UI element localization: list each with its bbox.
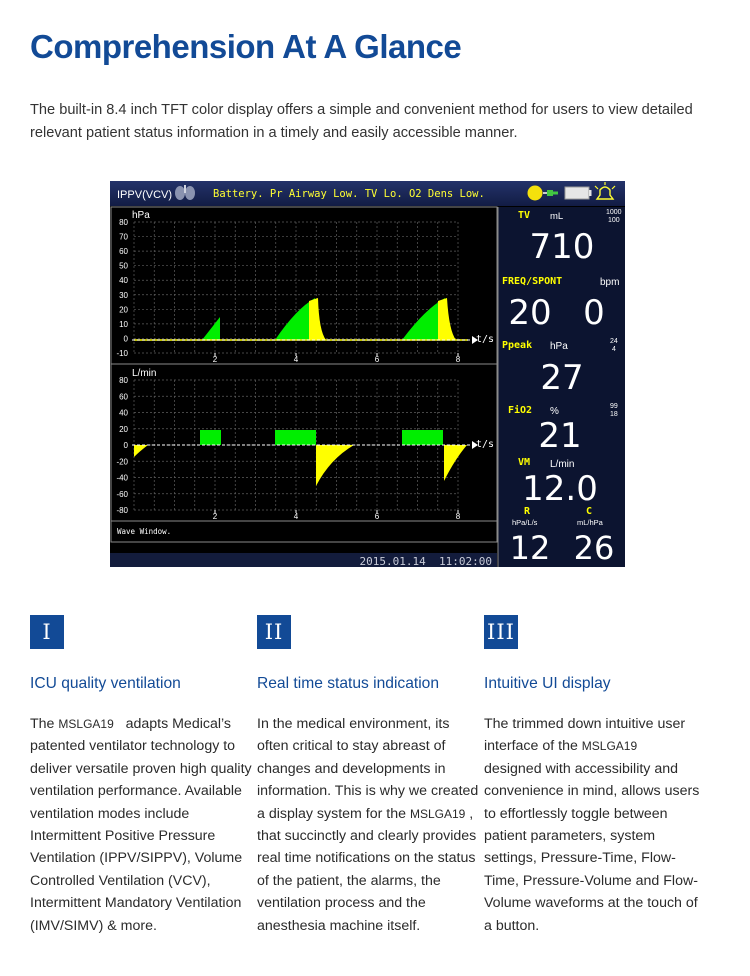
flow-inspiration-1 xyxy=(200,430,221,445)
y-tick-label: 60 xyxy=(119,392,128,402)
y-tick-label: 0 xyxy=(123,441,128,450)
feature-column-realtime xyxy=(257,615,482,937)
y-tick-label: 10 xyxy=(119,319,128,329)
datetime-display: 2015.01.14 11:02:00 xyxy=(359,555,492,567)
flow-expiration-2 xyxy=(316,445,354,486)
param-ppeak-limit-high: 24 xyxy=(610,338,618,345)
pressure-breath-1-inspiration xyxy=(202,317,220,340)
x-tick-label: 2 xyxy=(212,512,218,521)
pressure-breath-3-plateau xyxy=(438,298,456,340)
y-tick-label: 40 xyxy=(119,408,128,418)
x-tick-label: 4 xyxy=(293,512,299,521)
y-tick-label: 80 xyxy=(119,376,128,385)
param-c-unit: mL/hPa xyxy=(577,518,603,527)
param-r-label: R xyxy=(524,506,531,517)
y-tick-label: 60 xyxy=(119,247,128,257)
feature-title: ICU quality ventilation xyxy=(30,675,181,692)
param-r-value: 12 xyxy=(509,529,551,567)
param-tv-limit-high: 1000 xyxy=(606,209,622,216)
param-fio2-label: FiO2 xyxy=(508,405,533,416)
y-tick-label: -40 xyxy=(116,473,128,483)
y-tick-label: -10 xyxy=(116,349,128,358)
roman-numeral-badge: III xyxy=(484,615,518,649)
x-tick-label: 8 xyxy=(455,355,461,364)
y-tick-label: 20 xyxy=(119,305,128,315)
feature-title: Intuitive UI display xyxy=(484,675,611,692)
param-tv-value: 710 xyxy=(529,227,595,267)
alarm-dot-icon xyxy=(528,186,543,201)
roman-numeral-badge: I xyxy=(30,615,64,649)
param-fio2-value: 21 xyxy=(538,416,582,456)
param-ppeak-unit: hPa xyxy=(550,341,568,352)
pressure-unit-label: hPa xyxy=(132,210,150,221)
param-c-value: 26 xyxy=(573,529,615,567)
y-tick-label: 80 xyxy=(119,218,128,227)
y-tick-label: 70 xyxy=(119,232,128,242)
feature-text: The MSLGA19 adapts Medical’s patented ventilator technology to deliver versatile proven high quality ventilation performance. Available ventilation modes include Intermittent Positive Pressure Ventilation (IPPV/SIPPV), Volume Controlled Ventilation (VCV), Intermittent Mandatory Ventilation (IMV/SIMV) & more. xyxy=(30,716,256,934)
pressure-waveform xyxy=(116,210,494,364)
y-tick-label: 50 xyxy=(119,261,128,271)
flow-unit-label: L/min xyxy=(132,368,157,379)
model-name: MSLGA19 xyxy=(409,806,466,821)
roman-numeral-badge: II xyxy=(257,615,291,649)
param-fio2-limit-low: 18 xyxy=(610,411,618,418)
param-vm-label: VM xyxy=(518,457,531,468)
wave-window-label[interactable]: Wave Window. xyxy=(117,527,172,536)
param-spont-value: 0 xyxy=(583,293,605,333)
model-name: MSLGA19 xyxy=(58,717,114,731)
flow-expiration-1 xyxy=(134,445,148,457)
battery-icon xyxy=(565,187,592,199)
model-name: MSLGA19 xyxy=(581,739,638,754)
param-fio2-unit: % xyxy=(550,406,559,417)
param-r-unit: hPa/L/s xyxy=(512,518,538,527)
x-tick-label: 6 xyxy=(374,355,380,364)
flow-inspiration-2 xyxy=(275,430,316,445)
x-tick-label: 2 xyxy=(212,355,218,364)
flow-inspiration-3 xyxy=(402,430,443,445)
intro-paragraph: The built-in 8.4 inch TFT color display offers a simple and convenient method for users to view detailed relevant patient status information in a timely and easily accessible manner. xyxy=(30,102,693,141)
flow-waveform xyxy=(116,368,494,521)
y-tick-label: 0 xyxy=(123,334,128,344)
feature-text: The trimmed down intuitive user interface of the MSLGA19 designed with accessibility and convenience in mind, allows users to effortlessly toggle between patient parameters, system settings, Pressure-Time, Flow-Time, Pressure-Volume and Flow-Volume waveforms at the touch of a button. xyxy=(484,716,704,934)
x-tick-label: 6 xyxy=(374,512,380,521)
param-ppeak-value: 27 xyxy=(540,358,584,398)
param-vm-unit: L/min xyxy=(550,459,575,470)
x-tick-label: 4 xyxy=(293,355,299,364)
param-freq-value: 20 xyxy=(508,293,552,333)
y-tick-label: 40 xyxy=(119,276,128,286)
ventilation-mode-label[interactable]: IPPV(VCV) xyxy=(117,189,173,201)
param-freq-label: FREQ/SPONT xyxy=(502,276,563,287)
pressure-time-axis-label: t/s xyxy=(476,334,495,345)
y-tick-label: 20 xyxy=(119,424,128,434)
y-tick-label: 30 xyxy=(119,290,128,300)
param-fio2-limit-high: 99 xyxy=(610,403,618,410)
flow-expiration-3 xyxy=(444,445,467,481)
pressure-breath-2-plateau xyxy=(309,298,326,340)
param-ppeak-limit-low: 4 xyxy=(612,346,616,353)
ventilator-monitor-screenshot xyxy=(110,181,625,567)
param-vm-value: 12.0 xyxy=(522,469,598,509)
param-tv-limit-low: 100 xyxy=(608,217,620,224)
feature-title: Real time status indication xyxy=(257,675,440,692)
param-ppeak-label: Ppeak xyxy=(502,340,533,351)
param-c-label: C xyxy=(586,506,593,517)
page-title: Comprehension At A Glance xyxy=(30,28,462,65)
alarm-message-bar: Battery. Pr Airway Low. TV Lo. O2 Dens Low. xyxy=(213,188,485,200)
param-tv-label: TV xyxy=(518,210,531,221)
y-tick-label: -80 xyxy=(116,506,128,515)
y-tick-label: -60 xyxy=(116,489,128,499)
feature-column-icu xyxy=(30,615,255,937)
feature-text: In the medical environment, its often critical to stay abreast of changes and developments in information. This is why we created a display system for the MSLGA19 , that succinctly and clearly provides real time notifications on the status of the patient, the alarms, the ventilation process and the anesthesia machine itself. xyxy=(257,716,479,934)
x-tick-label: 8 xyxy=(455,512,461,521)
flow-time-axis-label: t/s xyxy=(476,439,495,450)
y-tick-label: -20 xyxy=(116,457,128,467)
param-tv-unit: mL xyxy=(550,211,564,222)
param-freq-unit: bpm xyxy=(600,277,620,288)
feature-column-ui xyxy=(484,615,709,937)
